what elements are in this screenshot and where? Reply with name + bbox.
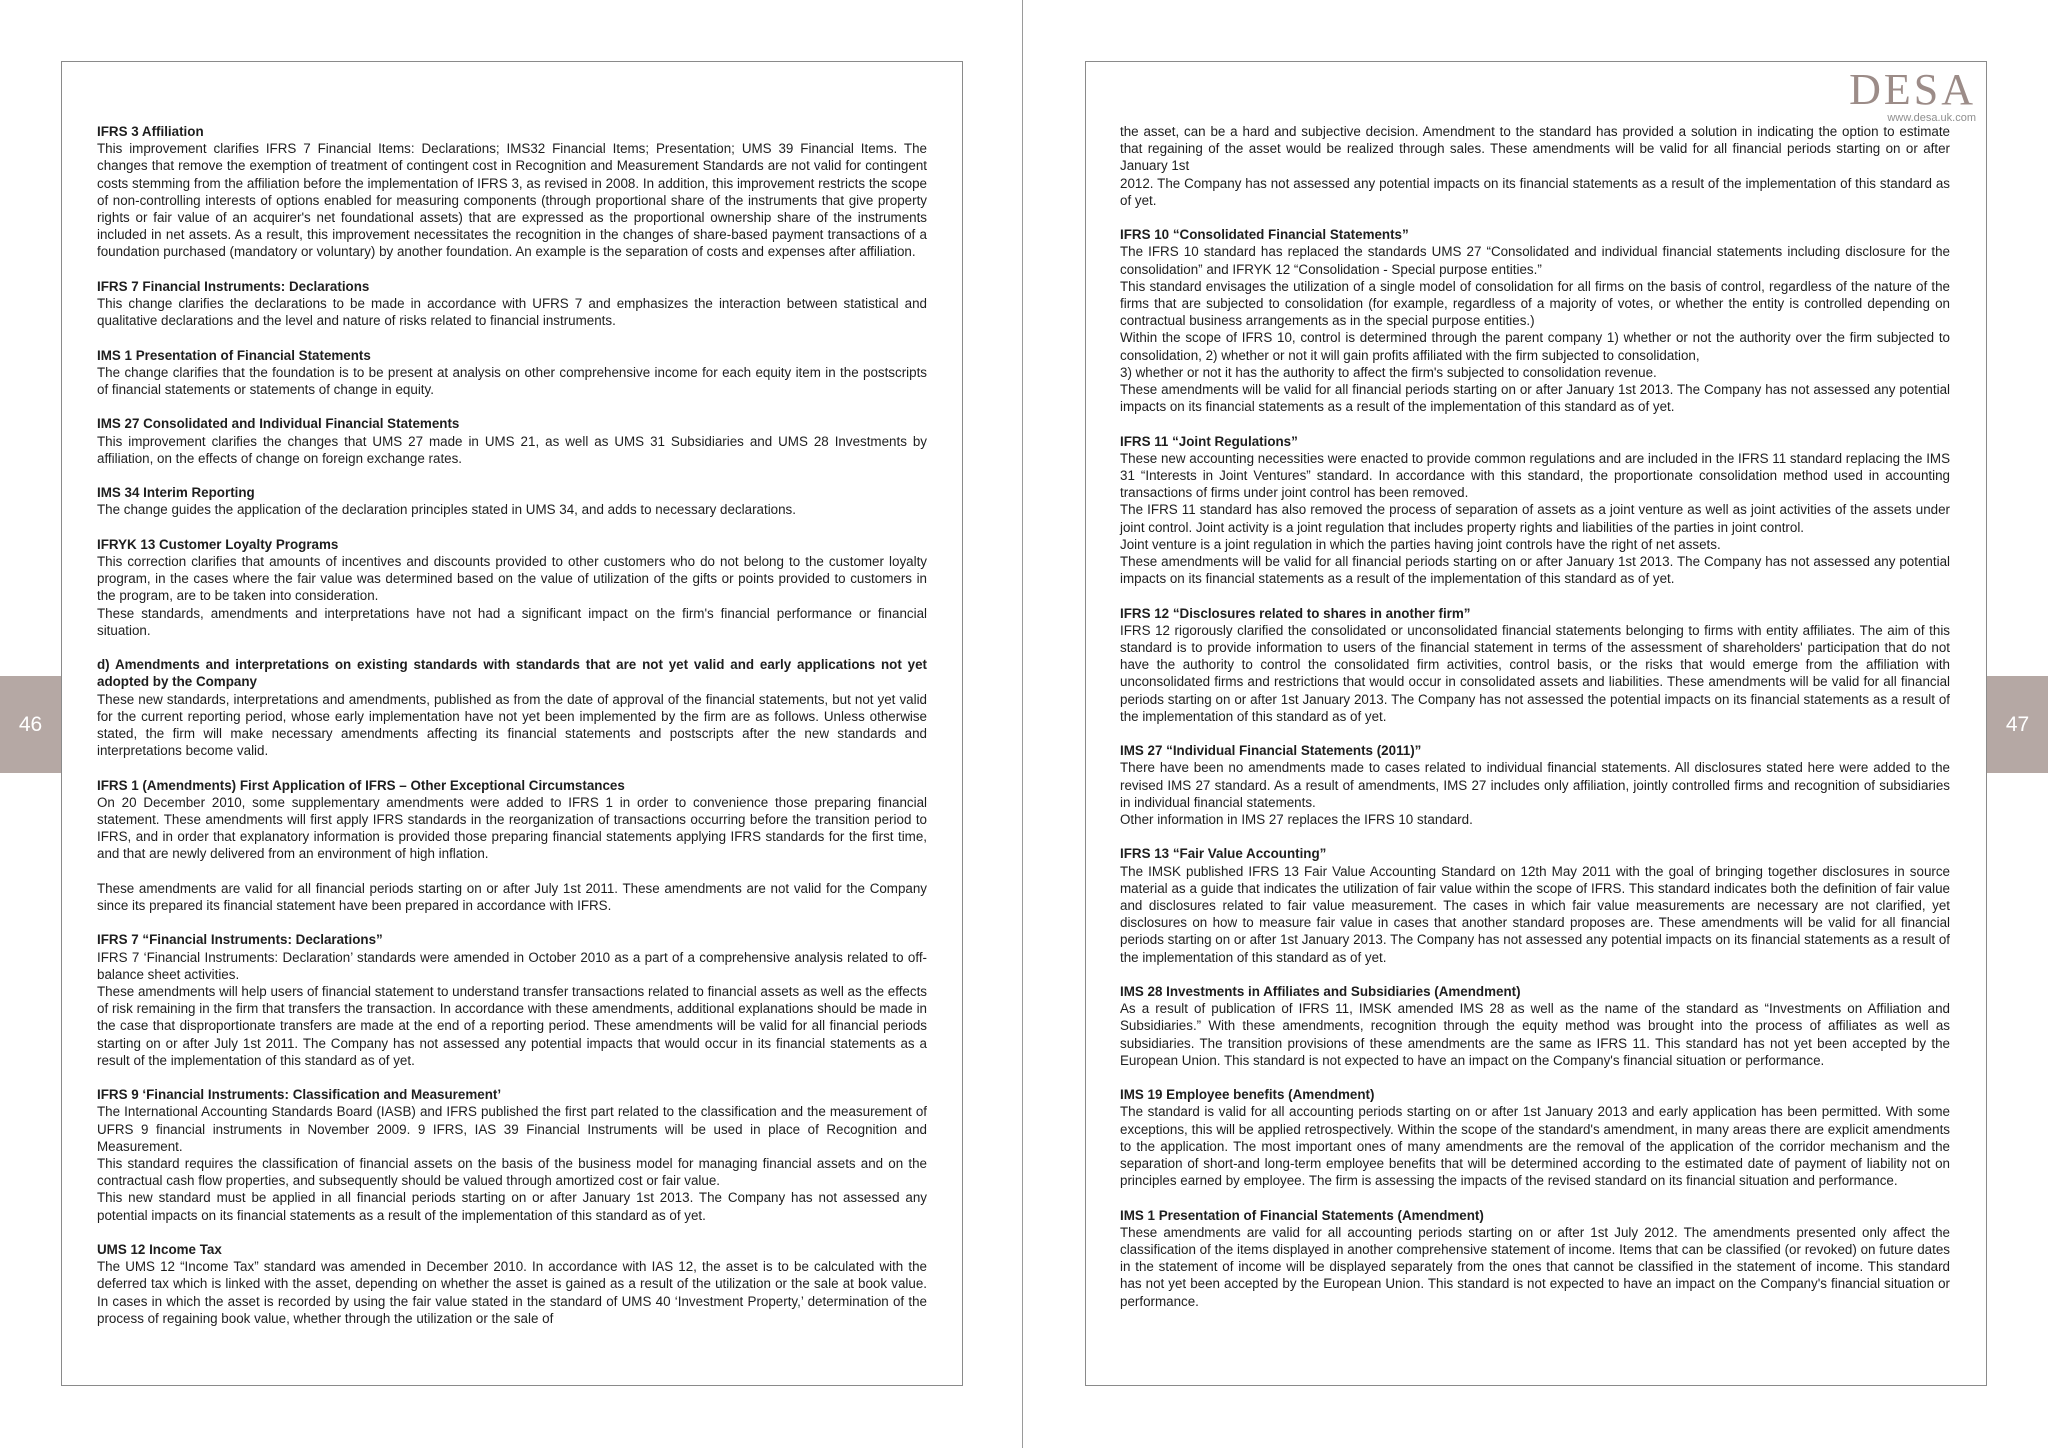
paragraph: These standards, amendments and interpretations have not had a significant impact on the firm's financial performance or financial situation. [97,605,927,638]
paragraph: This improvement clarifies the changes that UMS 27 made in UMS 21, as well as UMS 31 Subsidiaries and UMS 28 Investments by affiliation, on the effects of change on foreign exchange rates. [97,433,927,466]
paragraph: The change guides the application of the declaration principles stated in UMS 34, and adds to necessary declarations. [97,502,796,518]
section-heading: IFRS 11 “Joint Regulations” [1120,433,1298,449]
section [97,415,927,467]
logo-url: www.desa.uk.com [1887,112,1976,124]
section-heading: IMS 1 Presentation of Financial Statements (Amendment) [1120,1207,1484,1223]
section [97,278,927,330]
paragraph: This standard requires the classification of financial assets on the basis of the business model for managing financial assets and on the contractual cash flow properties, and subsequently should be valued through amortized cost or fair value. [97,1156,927,1189]
section [1120,983,1950,1069]
section-heading: IFRS 7 Financial Instruments: Declarations [97,278,370,294]
section [97,656,927,759]
section-heading: IMS 27 Consolidated and Individual Financial Statements [97,416,460,432]
section [1120,845,1950,965]
paragraph: The International Accounting Standards Board (IASB) and IFRS published the first part related to the classification and the measurement of UFRS 9 financial instruments in November 2009. 9 IFRS, IAS 39 Financial Instruments will be used in place of Recognition and Measurement. [97,1104,927,1154]
paragraph: Other information in IMS 27 replaces the IFRS 10 standard. [1120,812,1473,828]
section [97,123,927,261]
section [1120,742,1950,828]
paragraph: The UMS 12 “Income Tax” standard was amended in December 2010. In accordance with IAS 12, the asset is to be calculated with the deferred tax which is linked with the asset, depending on whether the asset is gained as a result of the utilization or the sale at book value. In cases in which the asset is recorded by using the fair value stated in the standard of UMS 40 ‘Investment Property,’ determination of the process of regaining book value, whether through the utilization or the sale of [97,1259,927,1326]
section [97,1086,927,1224]
page-number-right: 47 [1987,676,2048,773]
paragraph: As a result of publication of IFRS 11, IMSK amended IMS 28 as well as the name of the standard as “Investments on Affiliation and Subsidiaries.” With these amendments, recognition through the equity method was brought into the process of affiliates as well as subsidiaries. The transition provisions of these amendments are the same as IFRS 11. This standard has not yet been accepted by the European Union. This standard is not expected to have an impact on the Company's financial situation or performance. [1120,1001,1950,1068]
paragraph: These amendments are valid for all financial periods starting on or after July 1st 2011. These amendments are not valid for the Company since its prepared its financial statement have been prepared in accordance with IFRS. [97,880,927,914]
spread-spine [1022,0,1023,1448]
section [97,347,927,399]
left-page-text [97,123,927,1344]
paragraph: These amendments are valid for all accounting periods starting on or after 1st July 2012. The amendments presented only affect the classification of the items displayed in another comprehensive statement of income. Items that can be classified (or revoked) on future dates in the statement of income will be displayed separately from the ones that cannot be classified in the statement of income. This standard has not yet been accepted by the European Union. This standard is not expected to have an impact on the Company's financial situation or performance. [1120,1224,1950,1309]
section-heading: IMS 19 Employee benefits (Amendment) [1120,1087,1375,1103]
section [1120,123,1950,209]
desa-logo [1849,65,1976,125]
section-heading: IFRS 12 “Disclosures related to shares in another firm” [1120,605,1471,621]
section-heading: IFRS 9 ‘Financial Instruments: Classification and Measurement’ [97,1087,502,1103]
section-heading: IMS 27 “Individual Financial Statements (2011)” [1120,743,1422,759]
section-heading: UMS 12 Income Tax [97,1242,222,1258]
right-page [1085,61,1987,1386]
paragraph: Joint venture is a joint regulation in which the parties having joint controls have the right of net assets. [1120,536,1721,552]
section [97,777,927,863]
section-heading: IMS 28 Investments in Affiliates and Subsidiaries (Amendment) [1120,984,1521,1000]
paragraph: On 20 December 2010, some supplementary amendments were added to IFRS 1 in order to convenience those preparing financial statement. These amendments will first apply IFRS standards in the reorganization of transactions occurring before the transition period to IFRS, and in order that explanatory information is provided those preparing financial statements applying IFRS standards for the first time, and that are newly delivered from an environment of high inflation. [97,794,927,862]
paragraph: The IMSK published IFRS 13 Fair Value Accounting Standard on 12th May 2011 with the goal of bringing together disclosures in source material as a guide that indicates the utilization of fair value within the scope of IFRS. This standard indicates both the definition of fair value and disclosures related to fair value measurement. The cases in which fair value measurements are necessary are not clarified, yet disclosures on how to measure fair value in cases that another standard proposes are. These amendments will be valid for all financial periods starting on or after 1st January 2013. The Company has not assessed any potential impacts on its financial statements as a result of the implementation of this standard as of yet. [1120,863,1950,965]
section-heading: IMS 1 Presentation of Financial Statements [97,347,371,363]
section [97,536,927,639]
paragraph: These amendments will help users of financial statement to understand transfer transactions related to financial assets as well as the effects of risk remaining in the firm that transfers the transaction. In accordance with these amendments, additional explanations should be made in the case that disproportionate transfers are made at the end of a reporting period. These amendments will be valid for all financial periods starting on or after July 1st 2011. The Company has not assessed any potential impacts that would occur in its financial statements as a result of the implementation of this standard as of yet. [97,984,927,1068]
page-number-left: 46 [0,676,61,773]
section-heading: IFRS 3 Affiliation [97,124,204,139]
paragraph: The change clarifies that the foundation is to be present at analysis on other comprehensive income for each equity item in the postscripts of financial statements or statements of change in equity. [97,364,927,398]
section-heading: IFRS 1 (Amendments) First Application of IFRS – Other Exceptional Circumstances [97,777,625,793]
section [97,880,927,914]
paragraph: IFRS 7 ‘Financial Instruments: Declaration’ standards were amended in October 2010 as a part of a comprehensive analysis related to off-balance sheet activities. [97,949,927,982]
paragraph: These amendments will be valid for all financial periods starting on or after January 1st 2013. The Company has not assessed any potential impacts on its financial statements as a result of the implementation of this standard as of yet. [1120,382,1950,415]
right-page-text [1120,123,1950,1327]
section-heading: IFRS 13 “Fair Value Accounting” [1120,846,1327,862]
section [1120,433,1950,588]
paragraph: These amendments will be valid for all financial periods starting on or after January 1st 2013. The Company has not assessed any potential impacts on its financial statements as a result of the implementation of this standard as of yet. [1120,554,1950,587]
section [1120,1207,1950,1310]
paragraph: The IFRS 10 standard has replaced the standards UMS 27 “Consolidated and individual financial statements including disclosure for the consolidation” and IFRYK 12 “Consolidation - Special purpose entities.” [1120,244,1950,277]
paragraph: 3) whether or not it has the authority to affect the firm's subjected to consolidation revenue. [1120,364,1657,380]
section [97,931,927,1069]
paragraph: The standard is valid for all accounting periods starting on or after 1st January 2013 and early application has been permitted. With some exceptions, this will be applied retrospectively. Within the scope of the standard's amendment, in many areas there are explicit amendments to the application. The most important ones of many amendments are the removal of the application of the corridor mechanism and the separation of short-and long-term employee benefits that will be determined according to the estimated date of payment of liability not on principles earned by employee. The firm is assessing the impacts of the revised standard on its financial situation and performance. [1120,1104,1950,1189]
section-heading: IFRS 10 “Consolidated Financial Statements” [1120,227,1409,243]
paragraph: This new standard must be applied in all financial periods starting on or after January 1st 2013. The Company has not assessed any potential impacts on its financial statements as a result of the implementation of this standard as of yet. [97,1190,927,1223]
paragraph: This correction clarifies that amounts of incentives and discounts provided to other customers who do not belong to the customer loyalty program, in the cases where the fair value was determined based on the value of utilization of the gifts or points provided to customers in the program, are to be taken into consideration. [97,554,927,604]
paragraph: 2012. The Company has not assessed any potential impacts on its financial statements as a result of the implementation of this standard as of yet. [1120,175,1950,208]
paragraph: Within the scope of IFRS 10, control is determined through the parent company 1) whether or not the authority over the firm subjected to consolidation, 2) whether or not it will gain profits affiliated with the firm subjected to consolidation, [1120,330,1950,363]
section-heading: IFRYK 13 Customer Loyalty Programs [97,536,339,552]
section-heading: IMS 34 Interim Reporting [97,485,255,501]
paragraph: The IFRS 11 standard has also removed the process of separation of assets as a joint venture as well as joint activities of the assets under joint control. Joint activity is a joint regulation that includes property rights and liabilities of the parties in joint control. [1120,502,1950,535]
section-heading: d) Amendments and interpretations on existing standards with standards that are not yet valid and early applications not yet adopted by the Company [97,657,927,690]
paragraph: These new standards, interpretations and amendments, published as from the date of approval of the financial statements, but not yet valid for the current reporting period, whose early implementation have not yet been implemented by the firm are as follows. Unless otherwise stated, the firm will make necessary amendments affecting its financial statements and postscripts after the new standards and interpretations become valid. [97,691,927,759]
paragraph: the asset, can be a hard and subjective decision. Amendment to the standard has provided a solution in indicating the option to estimate that regaining of the asset would be realized through sales. These amendments will be valid for all financial periods starting on or after January 1st [1120,124,1950,174]
section [1120,1086,1950,1189]
section [97,484,927,518]
paragraph: This improvement clarifies IFRS 7 Financial Items: Declarations; IMS32 Financial Items; Presentation; UMS 39 Financial Items. The changes that remove the exemption of treatment of contingent cost in Recognition and Measurement Standards are not valid for contingent costs stemming from the affiliation before the implementation of IFRS 3, as revised in 2008. In addition, this improvement restricts the scope of non-controlling interests of options enabled for measuring components (through proportional share of the instruments that give property rights or fair value of an acquirer's net foundational assets) that are expressed as the proportional ownership share of the instruments included in net assets. As a result, this improvement necessitates the recognition in the changes of share-based payment transactions of a foundation purchased (mandatory or voluntary) by another foundation. An example is the separation of costs and expenses after affiliation. [97,141,927,260]
section-heading: IFRS 7 “Financial Instruments: Declarations” [97,932,383,948]
paragraph: There have been no amendments made to cases related to individual financial statements. All disclosures stated here were added to the revised IMS 27 standard. As a result of amendments, IMS 27 includes only affiliation, jointly controlled firms and recognition of subsidiaries in individual financial statements. [1120,760,1950,810]
logo-wordmark: DESA [1849,65,1976,114]
paragraph: These new accounting necessities were enacted to provide common regulations and are included in the IFRS 11 standard replacing the IMS 31 “Interests in Joint Ventures” standard. In accordance with this standard, the proportionate consolidation method used in accounting transactions of firms under joint control has been removed. [1120,450,1950,501]
paragraph: This change clarifies the declarations to be made in accordance with UFRS 7 and emphasizes the interaction between statistical and qualitative declarations and the level and nature of risks related to financial instruments. [97,296,927,329]
section [97,1241,927,1327]
paragraph: This standard envisages the utilization of a single model of consolidation for all firms on the basis of control, regardless of the nature of the firms that are subjected to consolidation (for example, regardless of a majority of votes, or whether the entity is controlled depending on contractual business arrangements as in the special purpose entities.) [1120,278,1950,329]
left-page [61,61,963,1386]
section [1120,605,1950,725]
section [1120,226,1950,415]
paragraph: IFRS 12 rigorously clarified the consolidated or unconsolidated financial statements belonging to firms with entity affiliates. The aim of this standard is to provide information to users of the financial statement in terms of the assessment of shareholders' participation that do not have the authority to control the consolidated firm activities, control basis, or the risks that would emerge from the affiliation with unconsolidated firms and restrictions that would occur in consolidated assets and liabilities. These amendments will be valid for all financial periods starting on or after 1st January 2013. The Company has not assessed the potential impacts on its financial statements as a result of the implementation of this standard as of yet. [1120,622,1950,724]
